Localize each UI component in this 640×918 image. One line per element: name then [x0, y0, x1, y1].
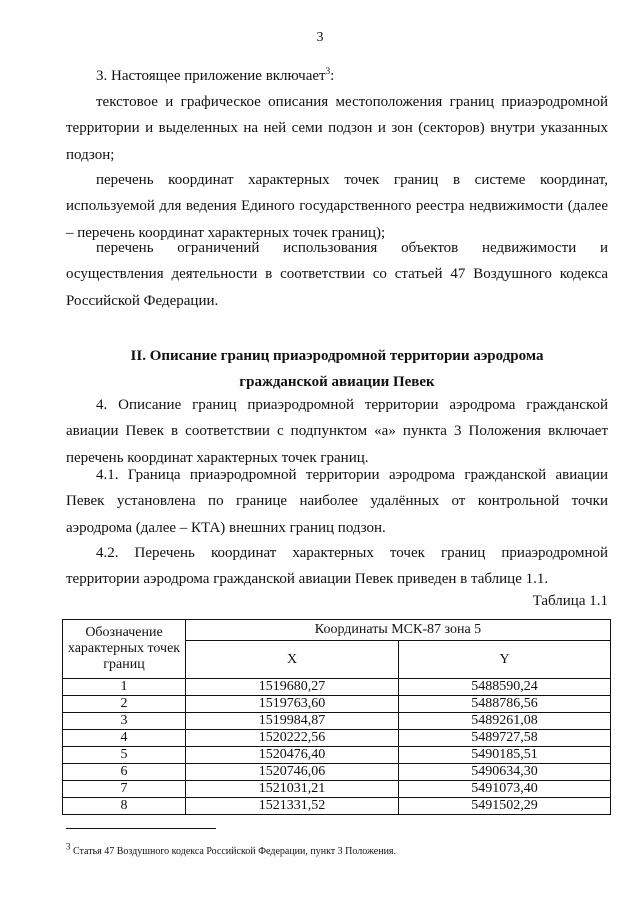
cell-y: 5489261,08: [399, 713, 611, 730]
paragraph-1-text: 3. Настоящее приложение включает: [96, 68, 326, 84]
paragraph-1: [66, 63, 608, 89]
table-row: [63, 679, 611, 696]
cell-n: 2: [63, 696, 186, 713]
table-caption: Таблица 1.1: [532, 593, 608, 609]
cell-x: 1520476,40: [186, 747, 399, 764]
cell-x: 1520222,56: [186, 730, 399, 747]
header-point: Обозначение характерных точек границ: [63, 620, 186, 679]
cell-n: 6: [63, 764, 186, 781]
footnote-ref: 3: [325, 66, 331, 76]
cell-x: 1521031,21: [186, 781, 399, 798]
paragraph-1-colon: :: [330, 68, 335, 84]
cell-y: 5488590,24: [399, 679, 611, 696]
cell-x: 1520746,06: [186, 764, 399, 781]
cell-x: 1519984,87: [186, 713, 399, 730]
cell-y: 5488786,56: [399, 696, 611, 713]
coordinates-table: [62, 619, 611, 815]
table-header-row: [63, 620, 611, 641]
paragraph-6: 4.1. Граница приаэродромной территории аэродрома гражданской авиации Певек установлена по границе наиболее удалённых от контрольной точки аэродрома (далее – КТА) внешних границ подзон.: [66, 467, 608, 536]
cell-n: 7: [63, 781, 186, 798]
cell-y: 5491502,29: [399, 798, 611, 815]
cell-y: 5490185,51: [399, 747, 611, 764]
section-heading: [66, 343, 608, 395]
section-heading-line-2: гражданской авиации Певек: [239, 374, 435, 390]
cell-n: 5: [63, 747, 186, 764]
table-row: [63, 696, 611, 713]
paragraph-4: перечень ограничений использования объектов недвижимости и осуществления деятельности в соответствии со статьей 47 Воздушного кодекса Российской Федерации.: [66, 240, 608, 309]
paragraph-2: текстовое и графическое описания местоположения границ приаэродромной территории и выделенных на ней семи подзон и зон (секторов) внутри указанных подзон;: [66, 94, 608, 163]
footnote-mark: 3: [66, 841, 71, 852]
paragraph-3: перечень координат характерных точек границ в системе координат, используемой для ведения Единого государственного реестра недвижимости (далее – перечень координат характерных точек границ);: [66, 172, 608, 241]
table-row: [63, 798, 611, 815]
header-coords: Координаты МСК-87 зона 5: [186, 620, 611, 641]
cell-y: 5489727,58: [399, 730, 611, 747]
cell-y: 5490634,30: [399, 764, 611, 781]
table-row: [63, 713, 611, 730]
header-y: Y: [399, 641, 611, 679]
footnote: [66, 841, 397, 857]
table-body: [63, 679, 611, 815]
cell-y: 5491073,40: [399, 781, 611, 798]
header-x: X: [186, 641, 399, 679]
footnote-divider: [66, 828, 216, 829]
table-row: [63, 730, 611, 747]
table-row: [63, 747, 611, 764]
cell-x: 1519763,60: [186, 696, 399, 713]
table-row: [63, 764, 611, 781]
section-heading-line-1: II. Описание границ приаэродромной территории аэродрома: [130, 348, 544, 364]
cell-n: 3: [63, 713, 186, 730]
cell-x: 1519680,27: [186, 679, 399, 696]
footnote-text: Статья 47 Воздушного кодекса Российской Федерации, пункт 3 Положения.: [70, 846, 397, 857]
cell-n: 8: [63, 798, 186, 815]
table-row: [63, 781, 611, 798]
cell-n: 1: [63, 679, 186, 696]
paragraph-7: 4.2. Перечень координат характерных точек границ приаэродромной территории аэродрома гражданской авиации Певек приведен в таблице 1.1.: [66, 545, 608, 588]
cell-x: 1521331,52: [186, 798, 399, 815]
cell-n: 4: [63, 730, 186, 747]
page-number: 3: [316, 30, 324, 45]
paragraph-5: 4. Описание границ приаэродромной территории аэродрома гражданской авиации Певек в соответствии с подпунктом «а» пункта 3 Положения включает перечень координат характерных точек границ.: [66, 397, 608, 466]
